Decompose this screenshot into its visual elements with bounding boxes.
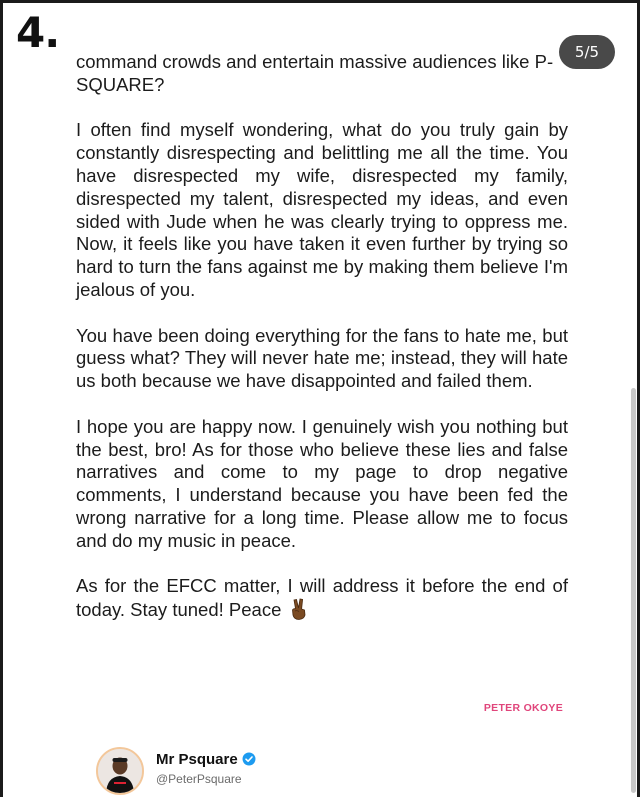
verified-badge-icon bbox=[242, 752, 256, 766]
author-name[interactable] bbox=[156, 751, 256, 768]
avatar-image bbox=[98, 749, 142, 793]
post-paragraph-2: I often find myself wondering, what do you truly gain by constantly disrespecting and belittling me all the time. You have disrespected my wife, disrespected my family, disrespected my talent, disrespected my ideas, and even sided with Jude when he was clearly trying to oppress me. Now, it feels like you have taken it even further by trying so hard to turn the fans against me by making them believe I'm jealous of you. bbox=[76, 119, 568, 300]
post-paragraph-3: You have been doing everything for the fans to hate me, but guess what? They will never hate me; instead, they will hate us both because we have disappointed and failed them. bbox=[76, 324, 568, 392]
avatar[interactable] bbox=[96, 747, 144, 795]
page-indicator-badge: 5/5 bbox=[559, 35, 615, 69]
list-number: 4. bbox=[16, 8, 60, 57]
author-name-text: Mr Psquare bbox=[156, 751, 238, 768]
post-paragraph-4: I hope you are happy now. I genuinely wish you nothing but the best, bro! As for those who believe these lies and false narratives and come to my page to drop negative comments, I understand because you have been fed the wrong narrative for a long time. Please allow me to focus and do my music in peace. bbox=[76, 415, 568, 551]
post-paragraph-5-text: As for the EFCC matter, I will address it before the end of today. Stay tuned! Peace bbox=[76, 575, 568, 621]
post-paragraph-1: command crowds and entertain massive audiences like P-SQUARE? bbox=[76, 51, 554, 95]
signature: PETER OKOYE bbox=[483, 702, 563, 714]
author-handle[interactable]: @PeterPsquare bbox=[156, 772, 242, 786]
post-paragraph-5 bbox=[76, 575, 568, 622]
post-body bbox=[76, 51, 568, 645]
author-card[interactable] bbox=[96, 747, 496, 797]
victory-hand-icon bbox=[289, 598, 309, 620]
scrollbar-thumb[interactable] bbox=[631, 388, 636, 793]
